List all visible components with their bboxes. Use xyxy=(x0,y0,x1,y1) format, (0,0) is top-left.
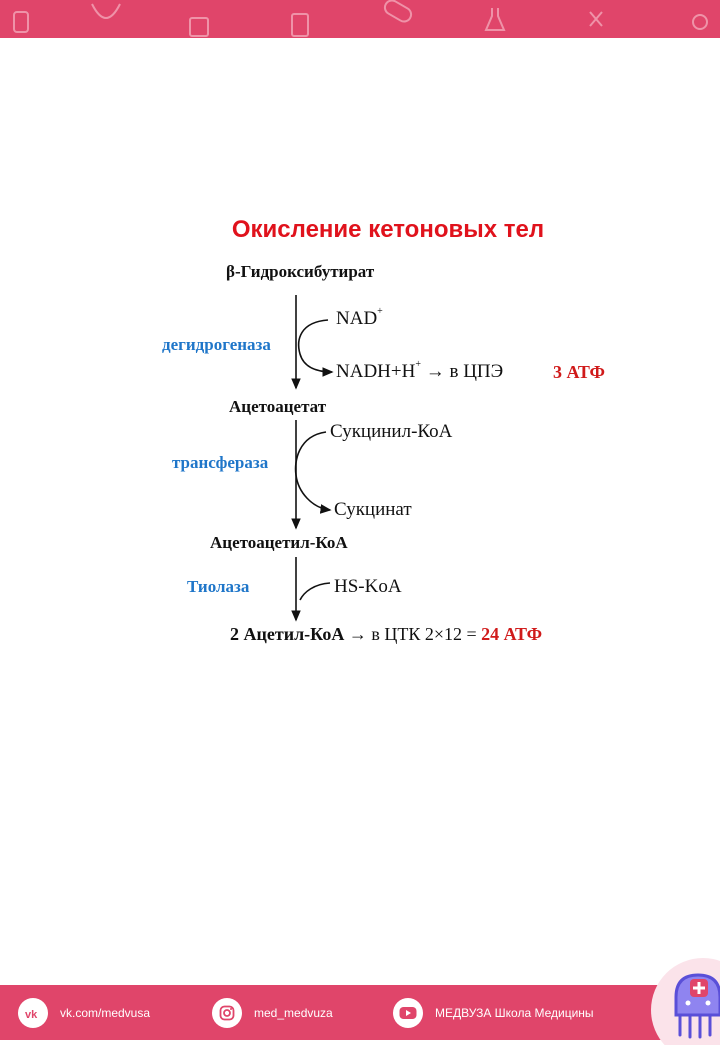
cofactor-succinyl-coa: Сукцинил-КоА xyxy=(330,421,453,442)
substrate-acetoacetate: Ацетоацетат xyxy=(229,397,327,416)
svg-text:vk: vk xyxy=(25,1009,38,1019)
footer-youtube-label: МЕДВУЗА Школа Медицины xyxy=(435,1006,594,1020)
footer-instagram-label: med_medvuza xyxy=(254,1006,333,1020)
side-arrow-1 xyxy=(299,320,332,372)
enzyme-transferase: трансфераза xyxy=(172,453,269,472)
vk-icon xyxy=(18,998,48,1028)
footer-vk-link[interactable] xyxy=(18,998,150,1028)
instagram-icon xyxy=(212,998,242,1028)
youtube-icon xyxy=(393,998,423,1028)
substrate-beta-hydroxybutyrate: β-Гидроксибутират xyxy=(226,262,375,281)
enzyme-thiolase: Тиолаза xyxy=(187,577,250,596)
product-acetyl-coa: 2 Ацетил-КоА → в ЦТК 2×12 = 24 АТФ xyxy=(230,624,543,644)
cofactor-hs-coa: HS-KoA xyxy=(334,576,402,597)
substrate-acetoacetyl-coa: Ацетоацетил-КоА xyxy=(210,533,348,552)
medical-mascot-icon xyxy=(648,955,720,1045)
atp-yield-3: 3 АТФ xyxy=(553,362,605,382)
enzyme-dehydrogenase: дегидрогеназа xyxy=(162,335,271,354)
page-title: Окисление кетоновых тел xyxy=(231,216,545,243)
cofactor-nadh: NADH+H+ → в ЦПЭ xyxy=(336,359,504,382)
side-arrow-2 xyxy=(296,432,330,510)
footer-instagram-link[interactable] xyxy=(212,998,333,1028)
side-arrow-3 xyxy=(300,583,330,600)
footer-bar xyxy=(0,985,720,1040)
cofactor-nad: NAD+ xyxy=(336,306,383,329)
footer-vk-label: vk.com/medvusa xyxy=(60,1006,151,1020)
atp-yield-24: 24 АТФ xyxy=(481,624,543,644)
cofactor-succinate: Сукцинат xyxy=(334,499,412,520)
footer-youtube-link[interactable] xyxy=(393,998,594,1028)
